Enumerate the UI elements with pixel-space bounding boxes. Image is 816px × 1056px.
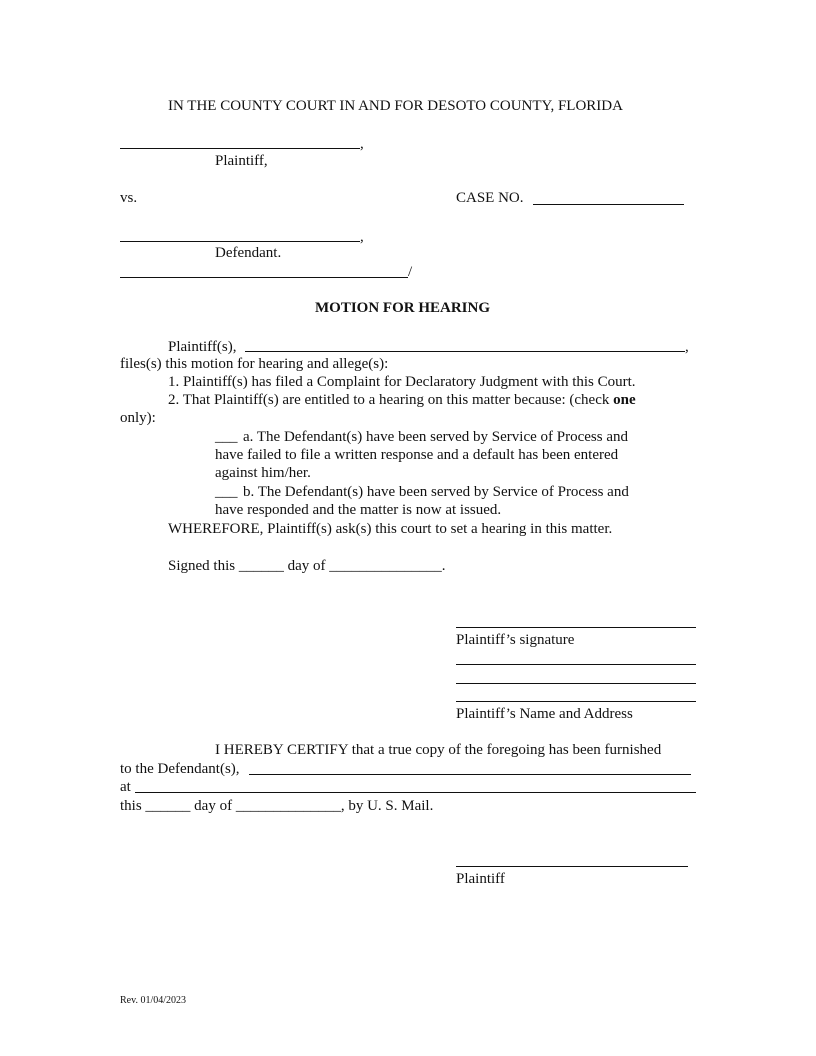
item-2-text: 2. That Plaintiff(s) are entitled to a hearing on this matter because: (check [168, 392, 614, 408]
signature-label: Plaintiff’s signature [456, 632, 575, 648]
certificate-defendant-lead: to the Defendant(s), [120, 761, 240, 777]
court-header: IN THE COUNTY COURT IN AND FOR DESOTO COUNTY, FLORIDA [168, 98, 623, 114]
signed-this-line[interactable]: Signed this ______ day of _______________. [168, 558, 446, 574]
certificate-defendant-line[interactable] [249, 774, 691, 775]
plaintiffs-name-line[interactable] [245, 351, 685, 352]
defendant-comma: , [360, 229, 364, 245]
signature-line[interactable] [456, 627, 696, 628]
plaintiffs-lead: Plaintiff(s), [168, 339, 237, 355]
plaintiff-label: Plaintiff, [215, 153, 268, 169]
option-a-line-2: have failed to file a written response and a default has been entered [215, 447, 619, 463]
item-1: 1. Plaintiff(s) has filed a Complaint for Declaratory Judgment with this Court. [168, 374, 636, 390]
item-2-bold: one [613, 392, 636, 408]
name-address-line-3[interactable] [456, 701, 696, 702]
certificate-line-1: I HEREBY CERTIFY that a true copy of the foregoing has been furnished [215, 742, 662, 758]
files-line: files(s) this motion for hearing and allege(s): [120, 356, 389, 372]
item-2-cont: only): [120, 410, 156, 426]
option-a-checkbox[interactable]: ___ [215, 429, 238, 445]
revision-date: Rev. 01/04/2023 [120, 995, 187, 1006]
caption-bottom-line [120, 277, 408, 278]
motion-title: MOTION FOR HEARING [315, 300, 491, 316]
option-b-line-1: b. The Defendant(s) have been served by Service of Process and [243, 484, 629, 500]
case-no-label: CASE NO. [456, 190, 524, 206]
case-no-line[interactable] [533, 204, 684, 205]
name-address-line-2[interactable] [456, 683, 696, 684]
defendant-label: Defendant. [215, 245, 282, 261]
option-b-checkbox[interactable]: ___ [215, 484, 238, 500]
plaintiff-comma: , [360, 136, 364, 152]
certificate-at-label: at [120, 779, 131, 795]
certificate-address-line[interactable] [135, 792, 696, 793]
caption-slash: / [408, 264, 413, 280]
option-a-line-3: against him/her. [215, 465, 311, 481]
certificate-date-line[interactable]: this ______ day of ______________, by U. S. Mail. [120, 798, 434, 814]
certificate-signature-line[interactable] [456, 866, 688, 867]
option-b-line-2: have responded and the matter is now at issued. [215, 502, 502, 518]
name-address-line-1[interactable] [456, 664, 696, 665]
name-address-label: Plaintiff’s Name and Address [456, 706, 633, 722]
certificate-plaintiff-label: Plaintiff [456, 871, 505, 887]
defendant-name-line[interactable] [120, 241, 360, 242]
vs-label: vs. [120, 190, 138, 206]
plaintiffs-comma: , [685, 339, 689, 355]
plaintiff-name-line[interactable] [120, 148, 360, 149]
item-2 [168, 391, 636, 409]
option-a-line-1: a. The Defendant(s) have been served by Service of Process and [243, 429, 628, 445]
wherefore-clause: WHEREFORE, Plaintiff(s) ask(s) this court to set a hearing in this matter. [168, 521, 613, 537]
